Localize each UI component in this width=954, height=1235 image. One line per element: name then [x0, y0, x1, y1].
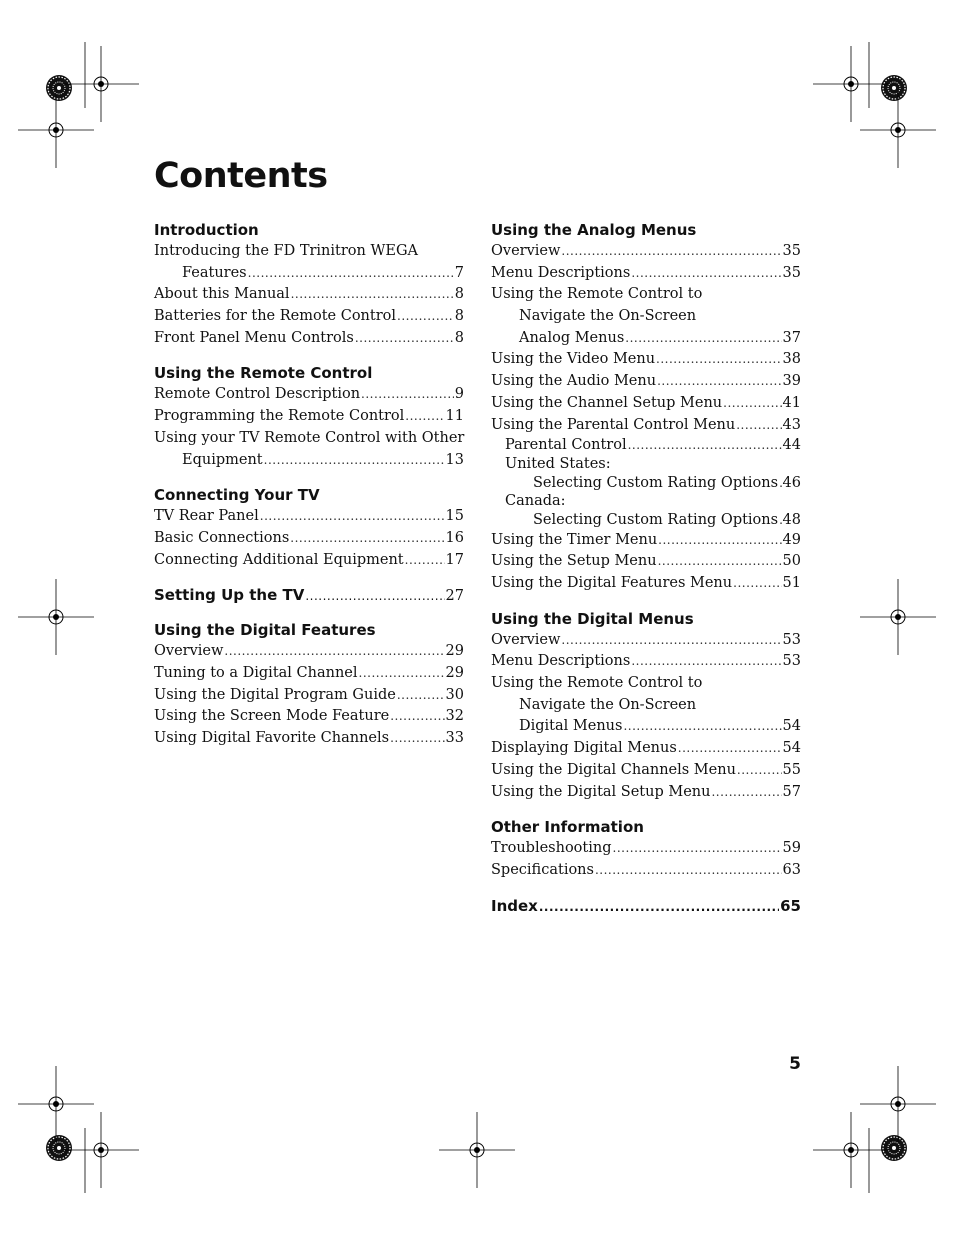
toc-section-other-information [491, 816, 801, 881]
entry-page: 8 [454, 308, 464, 325]
entry-title: Connecting Additional Equipment [154, 551, 404, 568]
entry-page: 33 [445, 730, 464, 746]
dot-leader [539, 896, 779, 918]
entry-title: Equipment [182, 451, 263, 468]
section-heading: Setting Up the TV [154, 586, 305, 605]
color-wheel-icon [881, 75, 907, 101]
entry-page: 65 [780, 896, 801, 915]
dot-leader [224, 641, 444, 663]
dot-leader [355, 328, 454, 350]
dot-leader [733, 573, 781, 595]
toc-entry[interactable] [491, 551, 801, 573]
entry-title: Using the Digital Channels Menu [491, 761, 736, 778]
registration-mark-icon [813, 1112, 889, 1188]
entry-title: Navigate the On-Screen [519, 696, 697, 713]
toc-entry[interactable] [491, 349, 801, 371]
entry-title: Using the Audio Menu [491, 373, 657, 390]
dot-leader [405, 406, 444, 428]
entry-title: Digital Menus [519, 718, 623, 735]
section-heading: Introduction [154, 221, 259, 239]
entry-page: 16 [445, 529, 464, 546]
dot-leader [397, 306, 454, 328]
toc-entry [491, 492, 801, 511]
toc-entry[interactable] [491, 838, 801, 860]
toc-entry[interactable] [491, 630, 801, 652]
toc-entry[interactable] [491, 716, 801, 738]
dot-leader [561, 630, 781, 652]
entry-title: Using the Digital Setup Menu [491, 783, 711, 800]
entry-page: 57 [782, 783, 801, 800]
registration-mark-icon [18, 1066, 94, 1142]
toc-section-digital-features [154, 619, 464, 749]
toc-entry[interactable] [154, 663, 464, 685]
toc-entry[interactable] [491, 474, 801, 493]
entry-title: Batteries for the Remote Control [154, 308, 397, 325]
entry-title: Introducing the FD Trinitron WEGA [154, 243, 419, 259]
dot-leader [390, 706, 444, 728]
dot-leader [779, 511, 781, 530]
toc-section-introduction [154, 219, 464, 349]
entry-page: 35 [782, 243, 801, 259]
entry-page: 50 [782, 553, 801, 570]
toc-section-digital-menus [491, 608, 801, 804]
dot-leader [625, 328, 781, 350]
entry-title: Tuning to a Digital Channel [154, 664, 358, 681]
registration-mark-icon [18, 92, 94, 168]
entry-page: 15 [445, 508, 464, 525]
toc-entry[interactable] [154, 306, 464, 328]
entry-page: 29 [445, 664, 464, 681]
entry-page: 27 [445, 588, 464, 605]
entry-page: 54 [782, 740, 801, 757]
entry-title: Using the Remote Control to [491, 286, 703, 303]
toc-entry[interactable] [154, 641, 464, 663]
entry-title: United States: [505, 455, 611, 472]
entry-title: Parental Control [505, 437, 627, 454]
toc-heading-entry[interactable] [154, 584, 464, 606]
entry-page: 17 [445, 551, 464, 568]
dot-leader [628, 436, 782, 455]
dot-leader [623, 716, 781, 738]
dot-leader [361, 384, 454, 406]
section-heading: Connecting Your TV [154, 486, 320, 505]
entry-title: Programming the Remote Control [154, 408, 405, 425]
section-heading: Using the Analog Menus [491, 221, 697, 239]
toc-entry[interactable] [154, 685, 464, 707]
toc-entry[interactable] [154, 328, 464, 350]
entry-title: Features [182, 264, 247, 281]
entry-page: 48 [782, 511, 801, 528]
dot-leader [779, 474, 781, 493]
entry-page: 59 [782, 840, 801, 857]
entry-title: Using the Timer Menu [491, 531, 658, 548]
entry-page: 53 [782, 653, 801, 670]
entry-page: 39 [782, 373, 801, 390]
entry-page: 35 [782, 264, 801, 281]
toc-entry[interactable] [154, 406, 464, 428]
registration-mark-icon [63, 46, 139, 122]
color-wheel-icon [46, 1135, 72, 1161]
dot-leader [305, 585, 444, 607]
dot-leader [260, 506, 445, 528]
toc-left-column [154, 219, 464, 763]
registration-mark-icon [860, 92, 936, 168]
entry-page: 13 [445, 451, 464, 468]
entry-title: Overview [154, 643, 224, 660]
dot-leader [359, 663, 445, 685]
page-number: 5 [789, 1054, 801, 1074]
toc-entry[interactable] [491, 695, 801, 717]
section-heading: Using the Digital Menus [491, 609, 694, 628]
entry-title: Using the Parental Control Menu [491, 416, 736, 433]
entry-page: 55 [782, 761, 801, 778]
dot-leader [248, 263, 454, 285]
toc-entry[interactable] [491, 284, 801, 306]
toc-entry[interactable] [491, 328, 801, 350]
entry-page: 30 [445, 686, 464, 703]
toc-section-connecting [154, 484, 464, 571]
dot-leader [656, 349, 782, 371]
toc-heading-entry[interactable] [491, 895, 801, 917]
entry-page: 38 [782, 351, 801, 368]
entry-page: 49 [782, 531, 801, 548]
entry-title: Overview [491, 243, 561, 259]
entry-page: 32 [445, 708, 464, 725]
entry-page: 63 [782, 861, 801, 878]
toc-section-index [491, 895, 801, 917]
entry-title: TV Rear Panel [154, 508, 259, 525]
toc-entry[interactable] [154, 428, 464, 450]
entry-page: 9 [454, 386, 464, 403]
toc-entry[interactable] [154, 506, 464, 528]
entry-page: 43 [782, 416, 801, 433]
entry-title: Using the Digital Program Guide [154, 686, 396, 703]
registration-mark-icon [860, 579, 936, 655]
dot-leader [737, 760, 782, 782]
entry-title: Specifications [491, 861, 594, 878]
toc-entry[interactable] [491, 436, 801, 455]
toc-entry[interactable] [154, 528, 464, 550]
toc-section-remote-control [154, 362, 464, 471]
dot-leader [595, 860, 782, 882]
dot-leader [711, 782, 781, 804]
entry-title: Selecting Custom Rating Options [533, 511, 779, 528]
dot-leader [678, 738, 782, 760]
toc-entry [491, 455, 801, 474]
dot-leader [390, 728, 444, 750]
toc-entry[interactable] [154, 241, 464, 263]
entry-title: Menu Descriptions [491, 264, 631, 281]
dot-leader [658, 551, 782, 573]
entry-title: Troubleshooting [491, 840, 612, 857]
color-wheel-icon [46, 75, 72, 101]
toc-entry[interactable] [154, 284, 464, 306]
toc-entry[interactable] [491, 860, 801, 882]
entry-title: About this Manual [154, 286, 290, 303]
entry-title: Using the Video Menu [491, 351, 656, 368]
page-title: Contents [154, 156, 328, 196]
entry-title: Navigate the On-Screen [519, 308, 697, 325]
registration-mark-icon [860, 1066, 936, 1142]
entry-page: 8 [454, 286, 464, 303]
entry-page: 8 [454, 329, 464, 346]
registration-mark-icon [439, 1112, 515, 1188]
toc-entry[interactable] [154, 706, 464, 728]
dot-leader [290, 528, 444, 550]
toc-entry[interactable] [491, 371, 801, 393]
entry-title: Using Digital Favorite Channels [154, 730, 390, 746]
toc-entry[interactable] [154, 384, 464, 406]
entry-title: Using the Screen Mode Feature [154, 708, 390, 725]
entry-page: 29 [445, 643, 464, 660]
dot-leader [405, 550, 445, 572]
registration-mark-icon [63, 1112, 139, 1188]
section-heading: Other Information [491, 818, 644, 837]
entry-title: Basic Connections [154, 529, 290, 546]
entry-page: 37 [782, 329, 801, 346]
toc-entry[interactable] [491, 530, 801, 552]
entry-page: 53 [782, 631, 801, 648]
toc-entry[interactable] [154, 263, 464, 285]
entry-title: Front Panel Menu Controls [154, 329, 354, 346]
entry-page: 7 [454, 264, 464, 281]
entry-page: 44 [782, 437, 801, 454]
dot-leader [723, 393, 781, 415]
dot-leader [736, 415, 781, 437]
registration-mark-icon [813, 46, 889, 122]
color-wheel-icon [881, 1135, 907, 1161]
dot-leader [291, 284, 454, 306]
entry-title: Displaying Digital Menus [491, 740, 677, 757]
toc-entry[interactable] [491, 673, 801, 695]
toc-entry[interactable] [491, 306, 801, 328]
toc-entry[interactable] [154, 550, 464, 572]
dot-leader [397, 685, 445, 707]
toc-entry[interactable] [491, 651, 801, 673]
section-heading: Index [491, 896, 538, 915]
entry-page: 51 [782, 575, 801, 591]
toc-entry[interactable] [491, 415, 801, 437]
entry-title: Using the Channel Setup Menu [491, 394, 723, 411]
toc-entry[interactable] [491, 241, 801, 263]
entry-title: Using the Digital Features Menu [491, 575, 733, 591]
entry-title: Using the Setup Menu [491, 553, 657, 570]
dot-leader [561, 241, 781, 263]
entry-page: 54 [782, 718, 801, 735]
entry-title: Selecting Custom Rating Options [533, 474, 779, 491]
dot-leader [613, 838, 782, 860]
entry-title: Using the Remote Control to [491, 675, 703, 692]
toc-entry[interactable] [491, 760, 801, 782]
toc-entry[interactable] [154, 728, 464, 750]
toc-entry[interactable] [491, 573, 801, 595]
dot-leader [658, 530, 781, 552]
entry-title: Canada: [505, 493, 566, 510]
toc-entry[interactable] [154, 450, 464, 472]
toc-entry[interactable] [491, 782, 801, 804]
entry-title: Analog Menus [519, 329, 625, 346]
dot-leader [631, 651, 781, 673]
toc-entry[interactable] [491, 511, 801, 530]
toc-right-column [491, 219, 801, 930]
dot-leader [631, 263, 781, 285]
registration-mark-icon [18, 579, 94, 655]
section-heading: Using the Remote Control [154, 364, 373, 383]
section-heading: Using the Digital Features [154, 621, 376, 640]
entry-title: Using your TV Remote Control with Other [154, 429, 465, 446]
dot-leader [264, 450, 445, 472]
entry-page: 11 [445, 408, 464, 425]
entry-page: 46 [782, 474, 801, 491]
toc-entry[interactable] [491, 738, 801, 760]
entry-title: Overview [491, 631, 561, 648]
entry-page: 41 [782, 394, 801, 411]
entry-title: Menu Descriptions [491, 653, 631, 670]
entry-title: Remote Control Description [154, 386, 361, 403]
toc-entry[interactable] [491, 393, 801, 415]
dot-leader [657, 371, 781, 393]
toc-section-analog-menus [491, 219, 801, 595]
toc-entry[interactable] [491, 263, 801, 285]
toc-section-setting-up [154, 584, 464, 606]
